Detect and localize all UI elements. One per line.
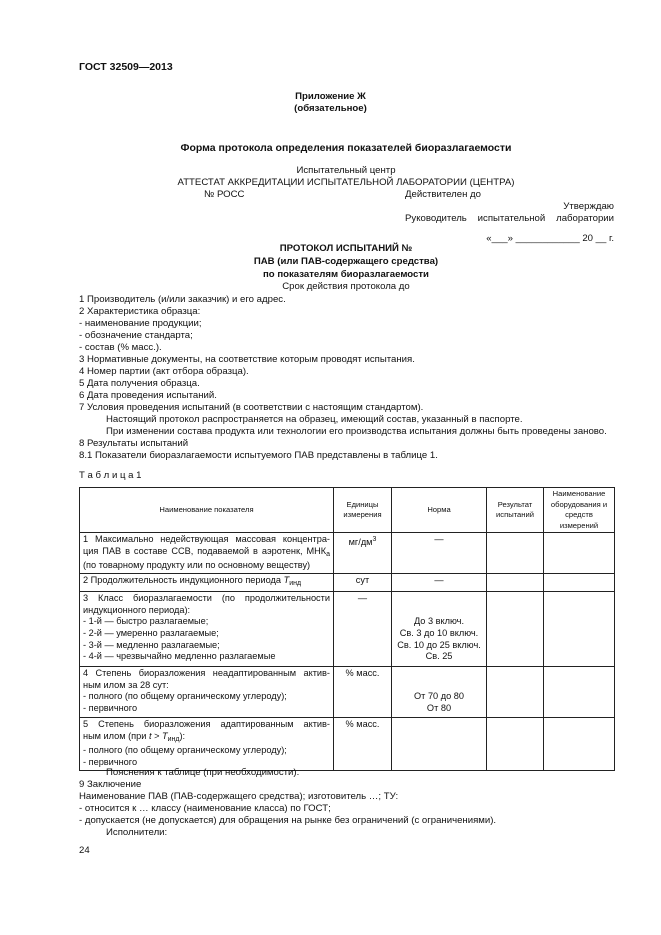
executors-label: Исполнители: [106,827,168,838]
equipment-cell [544,533,615,574]
subscript: инд [167,735,180,743]
rocc-label: № РОСС [204,189,245,200]
result-cell [487,591,544,666]
table-row [80,574,615,592]
variable: T [283,575,290,586]
indicator-line: (по товарному продукту или по основному веществу) [83,560,311,571]
indicator-line: - первичного [83,756,138,767]
indicator-line: 1 Максимально недействующая массовая концентра- [83,534,330,544]
header-cell: Наименование показателя [80,488,334,533]
indicator-line: - полного (по общему органическому углероду); [83,745,287,756]
indicator-line: - 1-й — быстро разлагаемые; [83,616,209,627]
indented-line: Настоящий протокол распространяется на образец, имеющий состав, указанный в паспорте. [106,414,523,425]
table-caption: Т а б л и ц а 1 [79,470,142,481]
indicator-cell [80,591,334,666]
table-row [80,591,615,666]
indicator-line: 3 Класс биоразлагаемости (по продолжительности [83,592,330,603]
norm-cell: — [392,574,487,592]
conclusion-line: - относится к … классу (наименование класса) по ГОСТ; [79,803,331,814]
header-cell: Результат испытаний [487,488,544,533]
appendix-title: Приложение Ж [295,91,366,102]
operator: > [151,730,162,741]
norm-line: Св. 25 [425,651,453,662]
result-cell [487,717,544,770]
results-line: 8.1 Показатели биоразлагаемости испытуемого ПАВ представлены в таблице 1. [79,450,438,461]
indicator-text: ): [179,730,186,741]
result-cell [487,574,544,592]
body-line: 6 Дата проведения испытаний. [79,390,217,401]
conclusion-heading: 9 Заключение [79,779,142,790]
protocol-subtitle: ПАВ (или ПАВ-содержащего средства) [253,256,439,267]
norm-line: До 3 включ. [413,616,465,627]
norm-cell: — [392,533,487,574]
appendix-status: (обязательное) [294,103,367,114]
body-line: - наименование продукции; [79,318,202,329]
test-center-label: Испытательный центр [296,165,396,176]
indicator-cell [80,717,334,770]
result-cell [487,533,544,574]
indicator-line [83,731,330,746]
unit-cell: % масс. [334,717,392,770]
indicator-line: - 4-й — чрезвычайно медленно разлагаемые [83,651,276,662]
indicator-line [83,546,330,561]
form-title: Форма протокола определения показателей биоразлагаемости [180,142,512,154]
head-word: Руководитель [405,213,467,224]
table-row [80,717,615,770]
header-cell: Единицы измерения [334,488,392,533]
indicator-line: - 2-й — умеренно разлагаемые; [83,627,219,638]
body-line: - обозначение стандарта; [79,330,193,341]
norm-cell [392,666,487,717]
approval-date-line: «___» ____________ 20 __ г. [486,233,614,244]
header-cell: Наименование оборудования и средств измерений [544,488,615,533]
indicator-cell [80,574,334,592]
result-cell [487,666,544,717]
body-line: 3 Нормативные документы, на соответствие которым проводят испытания. [79,354,415,365]
results-table [79,487,615,771]
indicator-line: ным илом за 28 сут: [83,679,169,690]
table-header-row [80,488,615,533]
head-word: лаборатории [556,213,614,224]
unit-cell [334,533,392,574]
indicator-line: 5 Степень биоразложения адаптированным актив- [83,718,330,729]
norm-line: Св. 3 до 10 включ. [399,627,479,638]
table-note: Пояснения к таблице (при необходимости). [106,767,300,778]
accreditation-label: АТТЕСТАТ АККРЕДИТАЦИИ ИСПЫТАТЕЛЬНОЙ ЛАБОРАТОРИИ (ЦЕНТРА) [177,177,515,188]
body-line: 7 Условия проведения испытаний (в соответствии с настоящим стандартом). [79,402,424,413]
indicator-line: - 3-й — медленно разлагаемые; [83,639,220,650]
equipment-cell [544,591,615,666]
norm-cell [392,591,487,666]
unit-cell: — [334,591,392,666]
norm-cell [392,717,487,770]
equipment-cell [544,717,615,770]
indicator-cell [80,533,334,574]
indicator-text: ным илом (при [83,730,149,741]
equipment-cell [544,666,615,717]
head-word: испытательной [477,213,546,224]
table-row [80,533,615,574]
page-number: 24 [79,845,90,856]
conclusion-line: - допускается (не допускается) для обращения на рынке без ограничений (с ограничениями). [79,815,497,826]
norm-line: От 80 [426,702,452,713]
table-row [80,666,615,717]
approve-label: Утверждаю [563,201,614,212]
norm-line: От 70 до 80 [414,691,464,702]
results-line: 8 Результаты испытаний [79,438,189,449]
conclusion-line: Наименование ПАВ (ПАВ-содержащего средства); изготовитель …; ТУ: [79,791,399,802]
protocol-validity: Срок действия протокола до [282,281,410,292]
indicator-line: - полного (по общему органическому углероду); [83,691,287,702]
unit-cell: % масс. [334,666,392,717]
indicator-text: 2 Продолжительность индукционного периода [83,575,284,586]
unit-cell: сут [334,574,392,592]
body-line: 5 Дата получения образца. [79,378,200,389]
body-line: 4 Номер партии (акт отбора образца). [79,366,249,377]
header-cell: Норма [392,488,487,533]
indicator-cell [80,666,334,717]
indicator-line: 4 Степень биоразложения неадаптированным актив- [83,667,330,678]
variable: T [162,730,168,741]
superscript: 3 [372,536,377,543]
indicator-text: ция ПАВ в составе ССВ, подаваемой в аэротенк, МНК [83,545,327,556]
indented-line: При изменении состава продукта или технологии его производства испытания должны быть проведены заново. [106,426,607,437]
body-line: 1 Производитель (и/или заказчик) и его адрес. [79,294,286,305]
protocol-title: ПРОТОКОЛ ИСПЫТАНИЙ № [279,243,413,254]
subscript: а [326,550,330,558]
body-line: - состав (% масс.). [79,342,162,353]
norm-line: Св. 10 до 25 включ. [397,639,481,650]
document-id: ГОСТ 32509—2013 [79,61,173,73]
variable: t [148,730,152,741]
body-line: 2 Характеристика образца: [79,306,201,317]
indicator-line: - первичного [83,702,138,713]
head-of-lab-line [405,213,614,225]
subscript: инд [289,580,302,588]
equipment-cell [544,574,615,592]
unit-text: мг/дм [348,537,373,547]
indicator-line: индукционного периода): [83,604,191,615]
protocol-subtitle: по показателям биоразлагаемости [263,269,429,280]
valid-until-label: Действителен до [405,189,481,200]
